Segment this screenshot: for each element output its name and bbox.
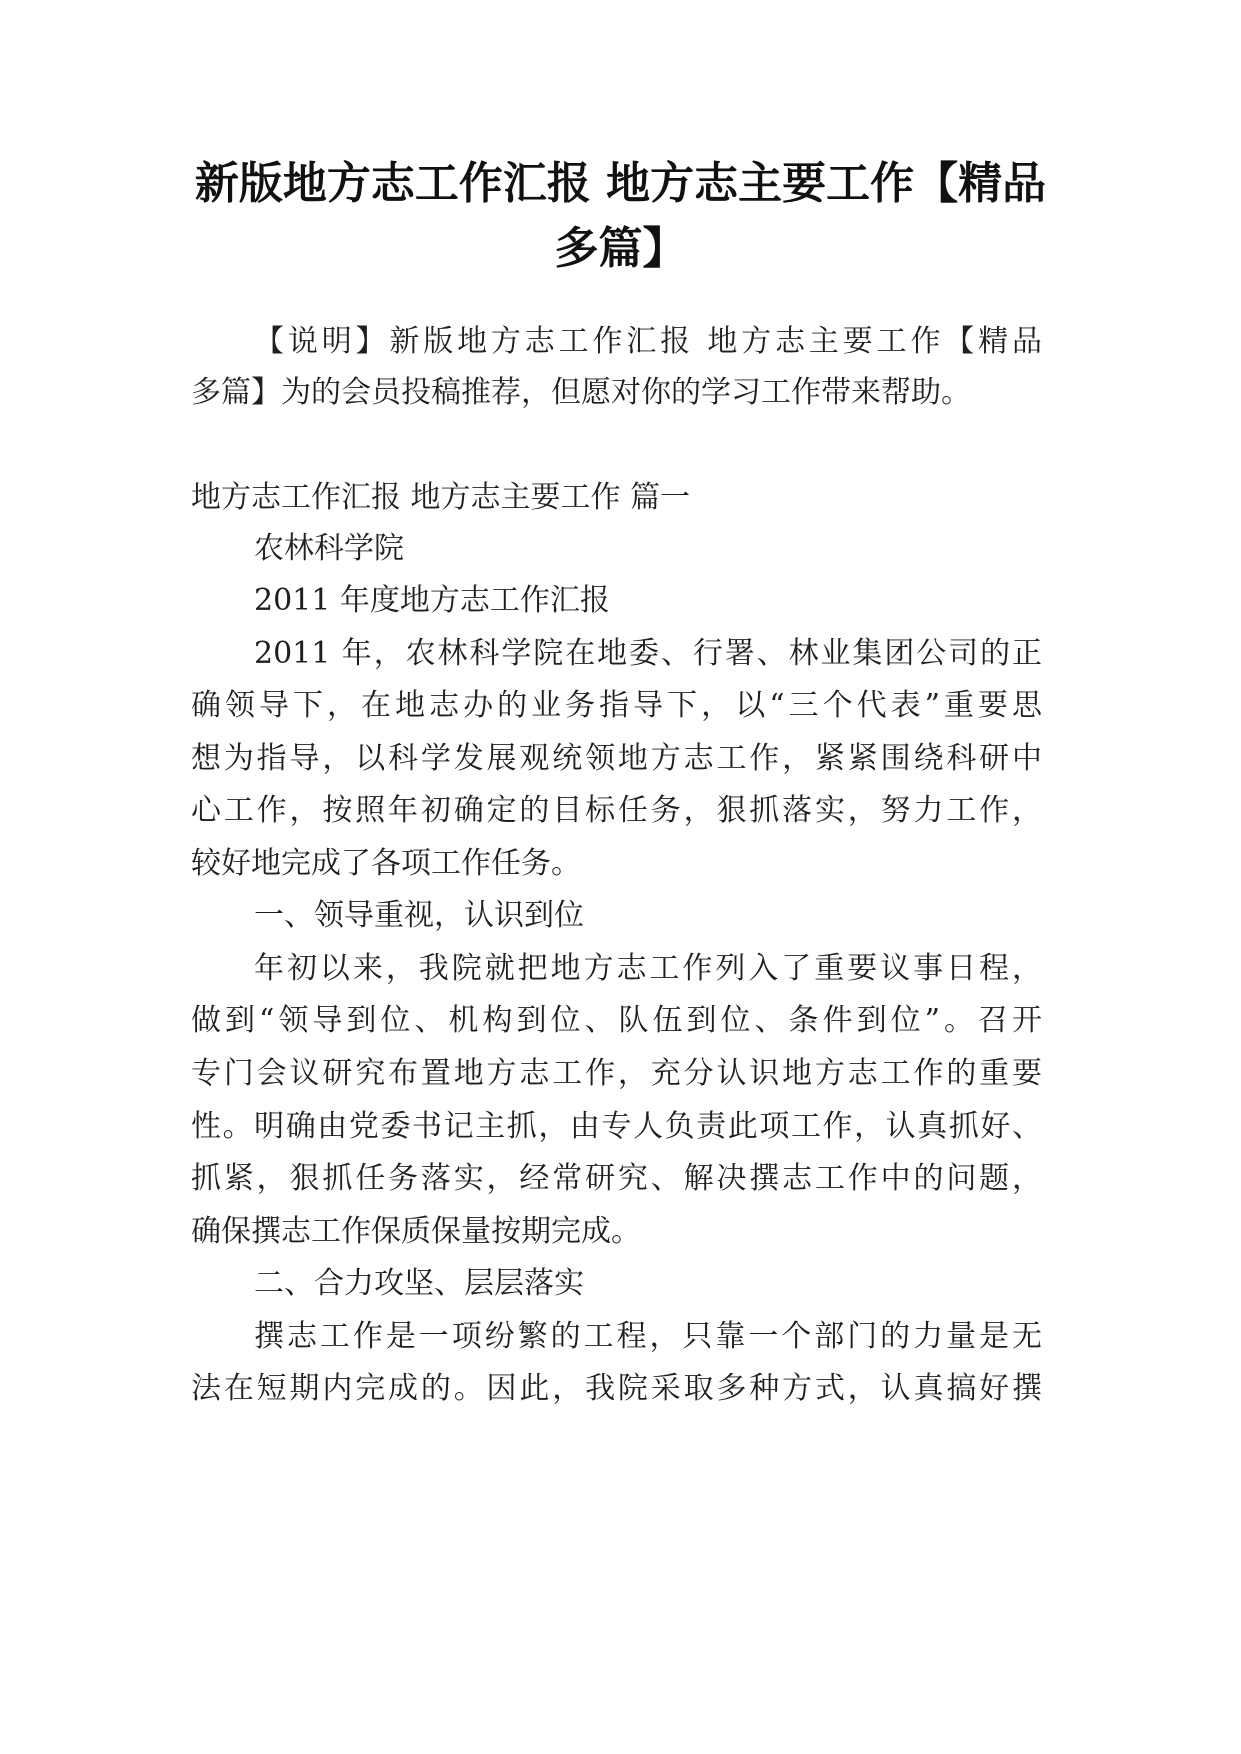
intro-paragraph-line: 【说明】新版地方志工作汇报 地方志主要工作【精品: [254, 324, 1042, 359]
paragraph-line: 2011 年，农林科学院在地委、行署、林业集团公司的正: [254, 636, 1042, 671]
organization-name: 农林科学院: [254, 531, 404, 566]
subsection-heading: 一、领导重视，认识到位: [254, 898, 584, 933]
paragraph-line: 心工作，按照年初确定的目标任务，狠抓落实，努力工作，: [191, 793, 1042, 828]
paragraph-line: 专门会议研究布置地方志工作，充分认识地方志工作的重要: [191, 1056, 1042, 1091]
paragraph-line: 撰志工作是一项纷繁的工程，只靠一个部门的力量是无: [254, 1319, 1042, 1354]
paragraph-line: 年初以来，我院就把地方志工作列入了重要议事日程，: [254, 951, 1042, 986]
section-heading: 地方志工作汇报 地方志主要工作 篇一: [191, 480, 691, 515]
subsection-heading: 二、合力攻坚、层层落实: [254, 1266, 584, 1301]
paragraph-line: 性。明确由党委书记主抓，由专人负责此项工作，认真抓好、: [191, 1109, 1042, 1144]
document-title: 新版地方志工作汇报 地方志主要工作【精品: [194, 158, 1047, 209]
paragraph-line: 抓紧，狠抓任务落实，经常研究、解决撰志工作中的问题，: [191, 1161, 1042, 1196]
intro-paragraph-line: 多篇】为的会员投稿推荐，但愿对你的学习工作带来帮助。: [191, 375, 971, 410]
paragraph-line: 做到“领导到位、机构到位、队伍到位、条件到位”。召开: [191, 1003, 1042, 1038]
report-title: 2011 年度地方志工作汇报: [254, 583, 610, 618]
document-title-continued: 多篇】: [554, 223, 687, 274]
paragraph-line: 确领导下，在地志办的业务指导下，以“三个代表”重要思: [191, 688, 1042, 723]
paragraph-line: 法在短期内完成的。因此，我院采取多种方式，认真搞好撰: [191, 1371, 1042, 1406]
paragraph-line: 较好地完成了各项工作任务。: [191, 846, 581, 881]
paragraph-line: 确保撰志工作保质保量按期完成。: [191, 1214, 641, 1249]
paragraph-line: 想为指导，以科学发展观统领地方志工作，紧紧围绕科研中: [191, 741, 1042, 776]
